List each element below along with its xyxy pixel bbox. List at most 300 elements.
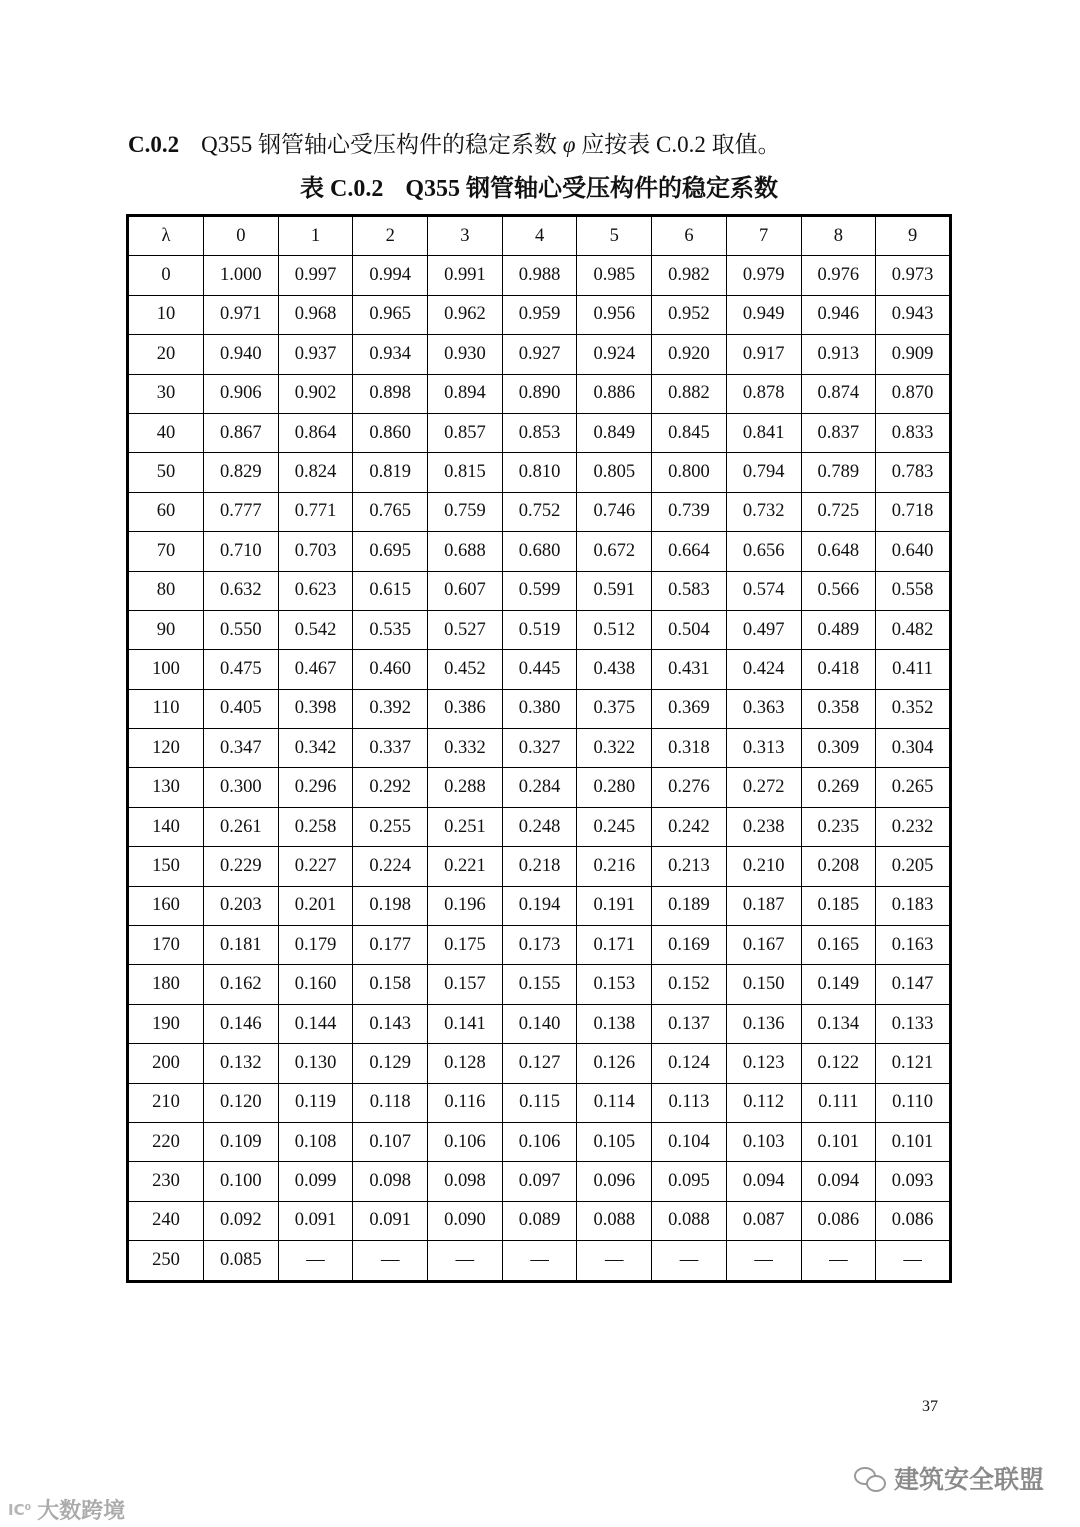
coefficient-cell: 0.943	[876, 295, 951, 334]
coefficient-cell: 0.091	[353, 1201, 428, 1240]
coefficient-cell: 0.512	[577, 610, 652, 649]
coefficient-cell: 0.607	[428, 571, 503, 610]
coefficient-cell: 0.752	[502, 492, 577, 531]
row-lambda-cell: 70	[128, 532, 204, 571]
coefficient-cell: 0.405	[204, 689, 279, 728]
coefficient-cell: 0.265	[876, 768, 951, 807]
coefficient-cell: 0.363	[726, 689, 801, 728]
coefficient-cell: 0.318	[652, 729, 727, 768]
coefficient-cell: 0.126	[577, 1044, 652, 1083]
coefficient-cell: 0.138	[577, 1004, 652, 1043]
coefficient-cell: 0.623	[278, 571, 353, 610]
table-row	[128, 1044, 951, 1083]
coefficient-cell: 0.121	[876, 1044, 951, 1083]
coefficient-cell: 0.216	[577, 847, 652, 886]
coefficient-cell: 0.732	[726, 492, 801, 531]
coefficient-cell: 0.342	[278, 729, 353, 768]
row-lambda-cell: 150	[128, 847, 204, 886]
coefficient-cell: 0.296	[278, 768, 353, 807]
coefficient-cell: 0.648	[801, 532, 876, 571]
coefficient-cell: 0.134	[801, 1004, 876, 1043]
coefficient-cell: 0.710	[204, 532, 279, 571]
row-lambda-cell: 180	[128, 965, 204, 1004]
coefficient-cell: 0.424	[726, 650, 801, 689]
coefficient-cell: 0.120	[204, 1083, 279, 1122]
clause-text-after: 应按表 C.0.2 取值。	[575, 132, 781, 157]
row-lambda-cell: 0	[128, 256, 204, 295]
coefficient-cell: 0.155	[502, 965, 577, 1004]
coefficient-cell: 0.789	[801, 453, 876, 492]
table-row	[128, 1241, 951, 1281]
coefficient-cell: 0.703	[278, 532, 353, 571]
coefficient-cell: —	[726, 1241, 801, 1281]
coefficient-cell: 0.937	[278, 335, 353, 374]
header-cell-2: 2	[353, 216, 428, 256]
coefficient-cell: 0.973	[876, 256, 951, 295]
coefficient-cell: 0.386	[428, 689, 503, 728]
coefficient-cell: 0.210	[726, 847, 801, 886]
coefficient-cell: 0.140	[502, 1004, 577, 1043]
coefficient-cell: 0.431	[652, 650, 727, 689]
coefficient-cell: 0.092	[204, 1201, 279, 1240]
table-row	[128, 453, 951, 492]
table-row	[128, 532, 951, 571]
coefficient-cell: 0.300	[204, 768, 279, 807]
coefficient-cell: 0.090	[428, 1201, 503, 1240]
coefficient-cell: 0.445	[502, 650, 577, 689]
coefficient-cell: 0.920	[652, 335, 727, 374]
coefficient-cell: 0.088	[652, 1201, 727, 1240]
coefficient-cell: 0.870	[876, 374, 951, 413]
coefficient-cell: 0.122	[801, 1044, 876, 1083]
coefficient-cell: 0.837	[801, 413, 876, 452]
row-lambda-cell: 80	[128, 571, 204, 610]
coefficient-cell: 0.327	[502, 729, 577, 768]
header-cell-1: 1	[278, 216, 353, 256]
coefficient-cell: 0.759	[428, 492, 503, 531]
coefficient-cell: 0.085	[204, 1241, 279, 1281]
coefficient-cell: 0.269	[801, 768, 876, 807]
header-cell-4: 4	[502, 216, 577, 256]
coefficient-cell: 0.087	[726, 1201, 801, 1240]
coefficient-cell: 0.144	[278, 1004, 353, 1043]
coefficient-cell: 0.886	[577, 374, 652, 413]
stability-coefficient-table	[126, 214, 952, 1283]
coefficient-cell: 0.099	[278, 1162, 353, 1201]
coefficient-cell: 0.280	[577, 768, 652, 807]
coefficient-cell: 0.160	[278, 965, 353, 1004]
coefficient-cell: 0.191	[577, 886, 652, 925]
coefficient-cell: 0.185	[801, 886, 876, 925]
coefficient-cell: 0.276	[652, 768, 727, 807]
coefficient-cell: 0.898	[353, 374, 428, 413]
coefficient-cell: 0.994	[353, 256, 428, 295]
row-lambda-cell: 220	[128, 1122, 204, 1161]
coefficient-cell: 0.997	[278, 256, 353, 295]
coefficient-cell: 0.309	[801, 729, 876, 768]
header-cell-7: 7	[726, 216, 801, 256]
coefficient-cell: 0.632	[204, 571, 279, 610]
coefficient-cell: 0.833	[876, 413, 951, 452]
coefficient-cell: —	[502, 1241, 577, 1281]
coefficient-cell: 0.725	[801, 492, 876, 531]
coefficient-cell: 0.352	[876, 689, 951, 728]
coefficient-cell: 0.849	[577, 413, 652, 452]
row-lambda-cell: 230	[128, 1162, 204, 1201]
coefficient-cell: 0.810	[502, 453, 577, 492]
table-header-row	[128, 216, 951, 256]
coefficient-cell: 0.108	[278, 1122, 353, 1161]
coefficient-cell: 0.107	[353, 1122, 428, 1161]
coefficient-cell: 0.968	[278, 295, 353, 334]
table-row	[128, 295, 951, 334]
coefficient-cell: 0.153	[577, 965, 652, 1004]
coefficient-cell: 0.519	[502, 610, 577, 649]
coefficient-cell: —	[428, 1241, 503, 1281]
coefficient-cell: 0.438	[577, 650, 652, 689]
coefficient-cell: 0.497	[726, 610, 801, 649]
clause-intro	[128, 126, 781, 164]
coefficient-cell: 0.258	[278, 807, 353, 846]
coefficient-cell: 0.251	[428, 807, 503, 846]
table-row	[128, 650, 951, 689]
table-row	[128, 413, 951, 452]
table-row	[128, 847, 951, 886]
coefficient-cell: 0.878	[726, 374, 801, 413]
coefficient-cell: 0.718	[876, 492, 951, 531]
coefficient-cell: 0.242	[652, 807, 727, 846]
coefficient-cell: 0.962	[428, 295, 503, 334]
coefficient-cell: 0.116	[428, 1083, 503, 1122]
coefficient-cell: 0.101	[801, 1122, 876, 1161]
coefficient-cell: 0.098	[428, 1162, 503, 1201]
coefficient-cell: 0.460	[353, 650, 428, 689]
coefficient-cell: 0.304	[876, 729, 951, 768]
coefficient-cell: 0.902	[278, 374, 353, 413]
coefficient-cell: 0.162	[204, 965, 279, 1004]
coefficient-cell: 0.157	[428, 965, 503, 1004]
coefficient-cell: 0.853	[502, 413, 577, 452]
coefficient-cell: 0.824	[278, 453, 353, 492]
coefficient-cell: 0.695	[353, 532, 428, 571]
coefficient-cell: 0.952	[652, 295, 727, 334]
header-cell-5: 5	[577, 216, 652, 256]
coefficient-cell: 0.558	[876, 571, 951, 610]
coefficient-cell: 0.175	[428, 926, 503, 965]
coefficient-cell: 0.255	[353, 807, 428, 846]
coefficient-cell: 0.591	[577, 571, 652, 610]
coefficient-cell: 0.129	[353, 1044, 428, 1083]
coefficient-cell: 0.956	[577, 295, 652, 334]
row-lambda-cell: 110	[128, 689, 204, 728]
table-row	[128, 1122, 951, 1161]
row-lambda-cell: 130	[128, 768, 204, 807]
wechat-account-watermark	[854, 1460, 1044, 1496]
clause-number: C.0.2	[128, 132, 180, 157]
coefficient-cell: 0.284	[502, 768, 577, 807]
coefficient-cell: —	[876, 1241, 951, 1281]
table-row	[128, 1004, 951, 1043]
table-row	[128, 807, 951, 846]
coefficient-cell: 0.550	[204, 610, 279, 649]
coefficient-cell: 0.864	[278, 413, 353, 452]
coefficient-cell: 0.777	[204, 492, 279, 531]
coefficient-cell: 0.860	[353, 413, 428, 452]
coefficient-cell: 0.934	[353, 335, 428, 374]
coefficient-cell: 0.089	[502, 1201, 577, 1240]
coefficient-cell: 0.181	[204, 926, 279, 965]
coefficient-cell: 0.245	[577, 807, 652, 846]
coefficient-cell: 0.452	[428, 650, 503, 689]
coefficient-cell: 0.088	[577, 1201, 652, 1240]
table-row	[128, 374, 951, 413]
coefficient-cell: 0.224	[353, 847, 428, 886]
header-cell-lambda: λ	[128, 216, 204, 256]
table-row	[128, 1201, 951, 1240]
header-cell-3: 3	[428, 216, 503, 256]
table-caption-title: Q355 钢管轴心受压构件的稳定系数	[405, 176, 778, 202]
table-row	[128, 768, 951, 807]
table-row	[128, 610, 951, 649]
coefficient-cell: 0.205	[876, 847, 951, 886]
coefficient-cell: —	[577, 1241, 652, 1281]
coefficient-cell: 0.127	[502, 1044, 577, 1083]
coefficient-cell: 0.201	[278, 886, 353, 925]
row-lambda-cell: 30	[128, 374, 204, 413]
coefficient-cell: 0.086	[876, 1201, 951, 1240]
coefficient-cell: 0.771	[278, 492, 353, 531]
coefficient-cell: 0.194	[502, 886, 577, 925]
coefficient-cell: 0.213	[652, 847, 727, 886]
coefficient-cell: 0.805	[577, 453, 652, 492]
coefficient-cell: 0.198	[353, 886, 428, 925]
table-row	[128, 689, 951, 728]
table-row	[128, 335, 951, 374]
coefficient-cell: 0.906	[204, 374, 279, 413]
row-lambda-cell: 20	[128, 335, 204, 374]
coefficient-cell: 0.574	[726, 571, 801, 610]
row-lambda-cell: 140	[128, 807, 204, 846]
coefficient-cell: 0.322	[577, 729, 652, 768]
coefficient-cell: 0.132	[204, 1044, 279, 1083]
coefficient-cell: 0.909	[876, 335, 951, 374]
coefficient-cell: 0.475	[204, 650, 279, 689]
coefficient-cell: 0.183	[876, 886, 951, 925]
coefficient-cell: 0.189	[652, 886, 727, 925]
coefficient-cell: 0.965	[353, 295, 428, 334]
coefficient-cell: 0.128	[428, 1044, 503, 1083]
coefficient-cell: 0.086	[801, 1201, 876, 1240]
coefficient-cell: 0.104	[652, 1122, 727, 1161]
phi-symbol: φ	[562, 132, 576, 157]
coefficient-cell: 0.482	[876, 610, 951, 649]
coefficient-cell: 0.248	[502, 807, 577, 846]
coefficient-cell: 0.583	[652, 571, 727, 610]
coefficient-cell: 0.358	[801, 689, 876, 728]
coefficient-cell: 0.542	[278, 610, 353, 649]
row-lambda-cell: 100	[128, 650, 204, 689]
coefficient-cell: 0.819	[353, 453, 428, 492]
header-cell-6: 6	[652, 216, 727, 256]
coefficient-cell: 0.288	[428, 768, 503, 807]
coefficient-cell: 0.221	[428, 847, 503, 886]
coefficient-cell: 1.000	[204, 256, 279, 295]
coefficient-cell: 0.203	[204, 886, 279, 925]
coefficient-cell: 0.739	[652, 492, 727, 531]
coefficient-cell: 0.845	[652, 413, 727, 452]
coefficient-cell: 0.229	[204, 847, 279, 886]
coefficient-cell: 0.398	[278, 689, 353, 728]
table-row	[128, 965, 951, 1004]
coefficient-cell: 0.147	[876, 965, 951, 1004]
coefficient-cell: 0.227	[278, 847, 353, 886]
wechat-icon	[854, 1465, 886, 1491]
header-cell-0: 0	[204, 216, 279, 256]
row-lambda-cell: 190	[128, 1004, 204, 1043]
coefficient-cell: 0.971	[204, 295, 279, 334]
coefficient-cell: 0.894	[428, 374, 503, 413]
coefficient-cell: 0.392	[353, 689, 428, 728]
coefficient-cell: 0.917	[726, 335, 801, 374]
table-row	[128, 926, 951, 965]
coefficient-cell: 0.656	[726, 532, 801, 571]
header-cell-8: 8	[801, 216, 876, 256]
coefficient-cell: 0.167	[726, 926, 801, 965]
coefficient-cell: 0.123	[726, 1044, 801, 1083]
watermark-logo-icon: ⅠC⁰	[8, 1500, 32, 1519]
row-lambda-cell: 40	[128, 413, 204, 452]
coefficient-cell: 0.232	[876, 807, 951, 846]
coefficient-cell: 0.337	[353, 729, 428, 768]
coefficient-cell: 0.746	[577, 492, 652, 531]
coefficient-cell: 0.272	[726, 768, 801, 807]
table-row	[128, 1162, 951, 1201]
coefficient-cell: 0.115	[502, 1083, 577, 1122]
coefficient-cell: 0.976	[801, 256, 876, 295]
row-lambda-cell: 60	[128, 492, 204, 531]
coefficient-cell: 0.149	[801, 965, 876, 1004]
header-cell-9: 9	[876, 216, 951, 256]
coefficient-cell: 0.133	[876, 1004, 951, 1043]
coefficient-cell: 0.106	[428, 1122, 503, 1161]
coefficient-cell: 0.091	[278, 1201, 353, 1240]
coefficient-cell: 0.959	[502, 295, 577, 334]
coefficient-cell: 0.110	[876, 1083, 951, 1122]
coefficient-cell: 0.097	[502, 1162, 577, 1201]
clause-text-before: Q355 钢管轴心受压构件的稳定系数	[201, 132, 563, 157]
coefficient-cell: 0.113	[652, 1083, 727, 1122]
coefficient-cell: 0.187	[726, 886, 801, 925]
coefficient-cell: 0.141	[428, 1004, 503, 1043]
coefficient-cell: 0.332	[428, 729, 503, 768]
coefficient-cell: 0.124	[652, 1044, 727, 1083]
coefficient-cell: 0.874	[801, 374, 876, 413]
row-lambda-cell: 210	[128, 1083, 204, 1122]
coefficient-cell: 0.169	[652, 926, 727, 965]
coefficient-cell: 0.979	[726, 256, 801, 295]
table-caption-number: 表 C.0.2	[299, 176, 384, 202]
row-lambda-cell: 160	[128, 886, 204, 925]
coefficient-cell: 0.946	[801, 295, 876, 334]
coefficient-cell: 0.640	[876, 532, 951, 571]
coefficient-cell: 0.535	[353, 610, 428, 649]
coefficient-cell: 0.765	[353, 492, 428, 531]
coefficient-cell: 0.152	[652, 965, 727, 1004]
coefficient-cell: 0.688	[428, 532, 503, 571]
coefficient-cell: 0.857	[428, 413, 503, 452]
coefficient-cell: 0.347	[204, 729, 279, 768]
coefficient-cell: 0.991	[428, 256, 503, 295]
coefficient-cell: 0.375	[577, 689, 652, 728]
coefficient-cell: 0.106	[502, 1122, 577, 1161]
coefficient-cell: 0.103	[726, 1122, 801, 1161]
coefficient-cell: 0.841	[726, 413, 801, 452]
coefficient-cell: 0.238	[726, 807, 801, 846]
table-row	[128, 729, 951, 768]
coefficient-cell: 0.504	[652, 610, 727, 649]
coefficient-cell: 0.130	[278, 1044, 353, 1083]
coefficient-cell: 0.158	[353, 965, 428, 1004]
watermark-text: 大数跨境	[37, 1499, 126, 1524]
coefficient-cell: 0.101	[876, 1122, 951, 1161]
coefficient-cell: 0.093	[876, 1162, 951, 1201]
row-lambda-cell: 240	[128, 1201, 204, 1240]
coefficient-cell: 0.119	[278, 1083, 353, 1122]
coefficient-cell: 0.098	[353, 1162, 428, 1201]
row-lambda-cell: 250	[128, 1241, 204, 1281]
coefficient-cell: 0.815	[428, 453, 503, 492]
coefficient-cell: 0.489	[801, 610, 876, 649]
coefficient-cell: —	[353, 1241, 428, 1281]
wechat-account-name: 建筑安全联盟	[893, 1465, 1044, 1494]
coefficient-cell: 0.112	[726, 1083, 801, 1122]
coefficient-cell: 0.143	[353, 1004, 428, 1043]
coefficient-cell: 0.380	[502, 689, 577, 728]
coefficient-cell: 0.171	[577, 926, 652, 965]
coefficient-cell: 0.163	[876, 926, 951, 965]
coefficient-cell: 0.680	[502, 532, 577, 571]
row-lambda-cell: 50	[128, 453, 204, 492]
coefficient-cell: 0.924	[577, 335, 652, 374]
coefficient-cell: 0.095	[652, 1162, 727, 1201]
coefficient-cell: 0.615	[353, 571, 428, 610]
coefficient-cell: 0.527	[428, 610, 503, 649]
coefficient-cell: 0.261	[204, 807, 279, 846]
coefficient-cell: 0.196	[428, 886, 503, 925]
coefficient-cell: 0.867	[204, 413, 279, 452]
table-row	[128, 571, 951, 610]
coefficient-cell: 0.664	[652, 532, 727, 571]
table-caption	[128, 170, 950, 208]
page-number: 37	[922, 1398, 938, 1415]
coefficient-cell: 0.566	[801, 571, 876, 610]
coefficient-cell: 0.882	[652, 374, 727, 413]
coefficient-cell: —	[801, 1241, 876, 1281]
coefficient-cell: 0.418	[801, 650, 876, 689]
coefficient-cell: 0.173	[502, 926, 577, 965]
row-lambda-cell: 170	[128, 926, 204, 965]
coefficient-cell: 0.982	[652, 256, 727, 295]
coefficient-cell: 0.930	[428, 335, 503, 374]
table-row	[128, 492, 951, 531]
coefficient-cell: 0.783	[876, 453, 951, 492]
coefficient-cell: 0.988	[502, 256, 577, 295]
coefficient-cell: 0.949	[726, 295, 801, 334]
table-row	[128, 256, 951, 295]
coefficient-cell: 0.890	[502, 374, 577, 413]
coefficient-cell: 0.094	[801, 1162, 876, 1201]
coefficient-cell: 0.313	[726, 729, 801, 768]
